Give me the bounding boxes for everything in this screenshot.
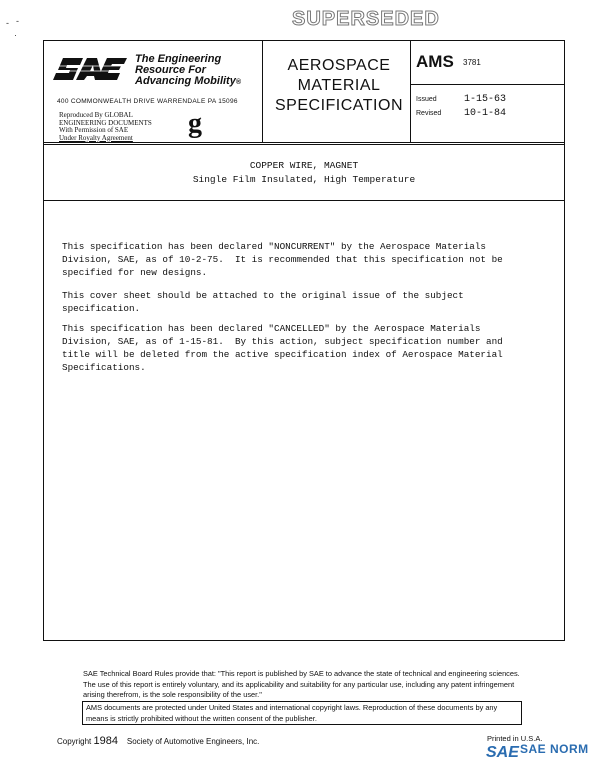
repro-line: Under Royalty Agreement [59,133,133,142]
sae-norm-brand: SAE NORM [520,742,589,756]
aerospace-material-specification [264,56,414,116]
sae-tagline [135,54,241,88]
cover-sheet-paragraph: This cover sheet should be attached to the original issue of the subject specification. [62,290,464,314]
society-name: Society of Automotive Engineers, Inc. [126,737,260,746]
spec-title: COPPER WIRE, MAGNET [249,160,359,171]
ams-label: AMS [416,52,454,71]
copyright-year: 1984 [93,735,118,747]
header-bottom-line [43,142,565,143]
copyright-notice-box [82,701,522,725]
copyright-prefix: Copyright [57,737,92,746]
superseded-stamp: SUPERSEDED [292,8,440,30]
margin-mark: - [6,18,9,28]
technical-board-rules: SAE Technical Board Rules provide that: "This report is published by SAE to advance the state of technical and engineering sciences. The use of this report is entirely voluntary, and its applicability and suitability for any particular use, including any patent infringement arising therefrom, is the sole responsibility of the user." [83,669,520,699]
aero-line: MATERIAL [297,77,381,94]
printed-in: Printed in U.S.A. [487,734,543,743]
spec-subtitle: Single Film Insulated, High Temperature [192,174,416,185]
copyright-notice: AMS documents are protected under United States and international copyright laws. Reproduction of these documents by any means is strictly prohibited without the written consent of the publisher. [86,703,498,723]
issued-date: 1-15-63 [464,94,507,105]
ams-number: 3781 [463,58,481,67]
repro-line: Reproduced By GLOBAL [59,111,133,119]
sae-logo [57,52,129,86]
cancelled-paragraph: This specification has been declared "CANCELLED" by the Aerospace Materials Division, SAE, as of 1-15-81. By this action, subject specification number and title will be deleted from the active specification index of Aerospace Material Specifications. [62,323,503,373]
sae-address: 400 COMMONWEALTH DRIVE WARRENDALE PA 15096 [57,98,238,105]
revised-date: 10-1-84 [464,108,507,119]
title-bottom-line [43,200,565,201]
copyright-line [57,735,259,747]
global-logo: g [188,108,202,139]
tagline-line: The Engineering [135,53,222,65]
header-divider [262,40,263,142]
margin-mark: · [14,30,17,40]
aero-line: AEROSPACE [287,57,391,74]
repro-line: With Permission of SAE [59,126,129,134]
header-divider [410,84,565,85]
repro-line: ENGINEERING DOCUMENTS [59,118,152,127]
sae-norm-logo-icon [486,742,519,761]
svg-text:SAE: SAE [486,744,519,761]
reproduction-notice [59,112,152,142]
issued-label: Issued [416,96,437,103]
header-bottom-line [43,144,565,145]
tagline-line: Advancing Mobility® [135,75,242,87]
revised-label: Revised [416,110,442,117]
margin-mark: - [16,16,19,26]
tagline-line: Resource For [135,64,206,76]
noncurrent-paragraph: This specification has been declared "NONCURRENT" by the Aerospace Materials Division, SAE, as of 10-2-75. It is recommended that this specification not be specified for new designs. [62,241,503,278]
aero-line: SPECIFICATION [275,97,403,114]
